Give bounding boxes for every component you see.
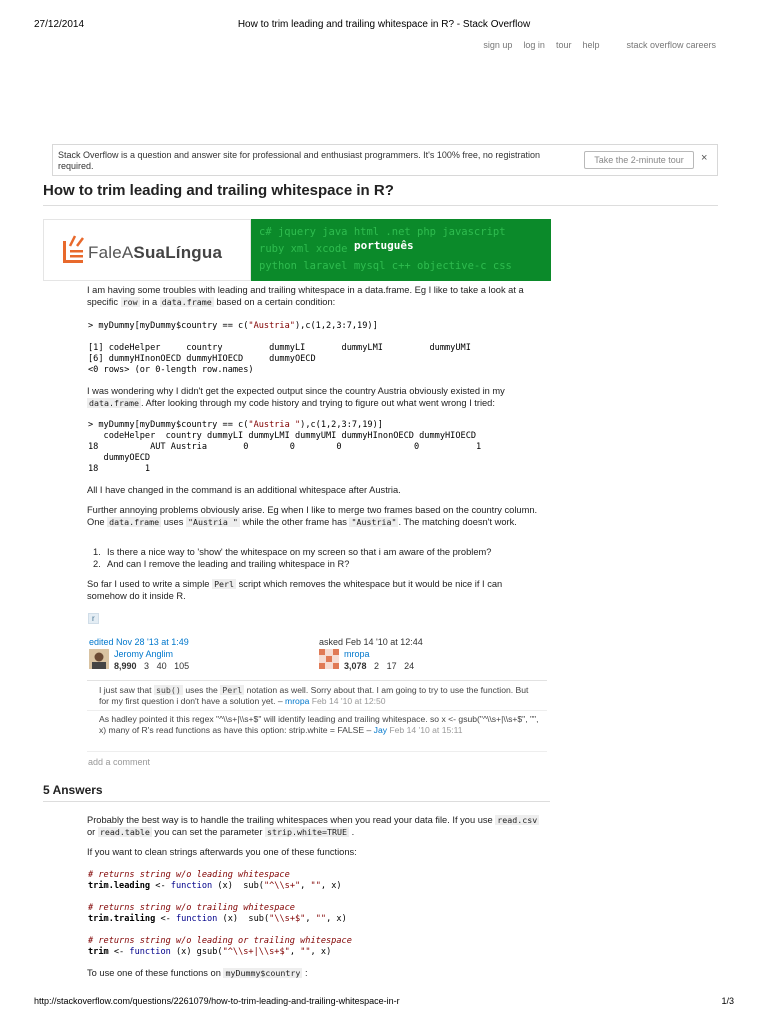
question-para-1: I am having some troubles with leading and trailing whitespace in a data.frame. Eg I like to take a look at a specific row in a data.frame based on a certain condition:: [87, 285, 524, 307]
tour-link[interactable]: tour: [555, 40, 572, 50]
question-para-4: Further annoying problems obviously arise. Eg when I like to merge two frames based on the country column. One data.frame uses "Austria " while the other frame has "Austria" . The matching doesn't work.: [87, 505, 538, 527]
add-comment-link[interactable]: add a comment: [88, 757, 151, 767]
careers-link[interactable]: stack overflow careers: [626, 40, 716, 50]
answer-para-2: If you want to clean strings afterwards you one of these functions:: [87, 847, 357, 857]
code-block-1: > myDummy[myDummy$country == c("Austria"),c(1,2,3:7,19)] [1] codeHelper country dummyLI dummyLMI dummyUMI [6] dummyHInonOECD dummyHIOECD dummyOECD <0 rows> (or 0-length row.names): [88, 321, 471, 375]
ad-highlight: português: [351, 239, 417, 252]
editor-info: Jeromy Anglim 8,990 3 40 105: [114, 649, 190, 671]
close-icon[interactable]: ×: [701, 152, 708, 164]
ad-banner[interactable]: [43, 219, 551, 281]
question-para-5: So far I used to write a simple Perl script which removes the whitespace but it would be nice if I can somehow do it inside R.: [87, 579, 503, 601]
edited-date[interactable]: edited Nov 28 '13 at 1:49: [89, 637, 189, 647]
comment: I just saw that sub() uses the Perl notation as well. Sorry about that. I am going to try to use the function. But for my first question i don't have a solution yet. – mropa Feb 14 '10 at 12:50: [99, 685, 529, 706]
post-divider: [87, 680, 547, 681]
print-page-number: 1/3: [721, 996, 734, 1006]
comment-divider: [87, 710, 547, 711]
editor-name[interactable]: Jeromy Anglim: [114, 649, 174, 659]
answer-para-3: To use one of these functions on myDummy$country :: [87, 968, 308, 978]
question-para-3: All I have changed in the command is an additional whitespace after Austria.: [87, 485, 401, 495]
ad-tag-panel: [251, 219, 551, 281]
list-item: 1. Is there a nice way to 'show' the whitespace on my screen so that i am aware of the problem?: [93, 547, 492, 557]
ad-tags: c# jquery java html .net php javascript ruby xml xcode python laravel mysql c++ objective-c css: [259, 226, 512, 272]
asker-info: mropa 3,078 2 17 24: [344, 649, 415, 671]
ad-logo-icon: [61, 232, 87, 266]
asked-date: asked Feb 14 '10 at 12:44: [319, 637, 423, 647]
code-block-2: > myDummy[myDummy$country == c("Austria "),c(1,2,3:7,19)] codeHelper country dummyLI dummyLMI dummyUMI dummyHInonOECD dummyHIOECD 18 AUT Austria 0 0 0 0 1 dummyOECD 18 1: [88, 420, 482, 474]
print-date: 27/12/2014: [34, 19, 85, 30]
top-nav: [483, 40, 716, 50]
question-title[interactable]: How to trim leading and trailing whitespace in R?: [43, 182, 394, 199]
comment-user[interactable]: mropa: [285, 696, 310, 706]
asker-avatar[interactable]: [319, 649, 339, 669]
editor-avatar[interactable]: [89, 649, 109, 669]
comment-user[interactable]: Jay: [373, 725, 388, 735]
title-divider: [43, 205, 718, 206]
list-item: 2. And can I remove the leading and trailing whitespace in R?: [93, 558, 350, 569]
question-para-2: I was wondering why I didn't get the expected output since the country Austria obviously existed in my data.frame . After looking through my code history and trying to figure out what went wrong I tried:: [87, 386, 505, 408]
login-link[interactable]: log in: [523, 40, 545, 50]
tour-button[interactable]: Take the 2-minute tour: [584, 151, 694, 169]
ad-logo-panel: [43, 219, 251, 281]
question-list: [87, 547, 542, 570]
welcome-notice: [52, 144, 718, 176]
ad-logo-text: FaleASuaLíngua: [88, 243, 223, 262]
help-link[interactable]: help: [582, 40, 600, 50]
comment: As hadley pointed it this regex "^\\s+|\\s+$" will identify leading and trailing whitespace. so x <- gsub("^\\s+|\\s+$", "", x) many of R's read functions as have this option: strip.white = FALSE – Jay Feb 14 '10 at 15:11: [99, 714, 539, 735]
tag-r[interactable]: r: [88, 613, 99, 624]
signup-link[interactable]: sign up: [483, 40, 513, 50]
asker-name[interactable]: mropa: [344, 649, 370, 659]
answers-header: 5 Answers: [43, 783, 103, 797]
answers-divider: [43, 801, 550, 802]
asked-signature: [319, 637, 423, 647]
answer-para-1: Probably the best way is to handle the trailing whitespaces when you read your data file. If you use read.csv or read.table you can set the parameter strip.white=TRUE .: [87, 815, 538, 837]
print-url: http://stackoverflow.com/questions/2261079/how-to-trim-leading-and-trailing-whitespace-in-r: [34, 996, 400, 1006]
code-block-3: # returns string w/o leading whitespace trim.leading <- function (x) sub("^\\s+", "", x) # returns string w/o trailing whitespace trim.trailing <- function (x) sub("\\s+$", "", x) # returns string w/o leading or trailing whitespace trim <- function (x) gsub("^\\s+|\\s+$", "", x): [88, 870, 352, 957]
comment-divider: [87, 751, 547, 752]
notice-text: Stack Overflow is a question and answer site for professional and enthusiast programmers. It's 100% free, no registration required.: [58, 150, 540, 171]
edited-signature: [89, 637, 189, 647]
print-title: How to trim leading and trailing whitespace in R? - Stack Overflow: [237, 19, 531, 30]
